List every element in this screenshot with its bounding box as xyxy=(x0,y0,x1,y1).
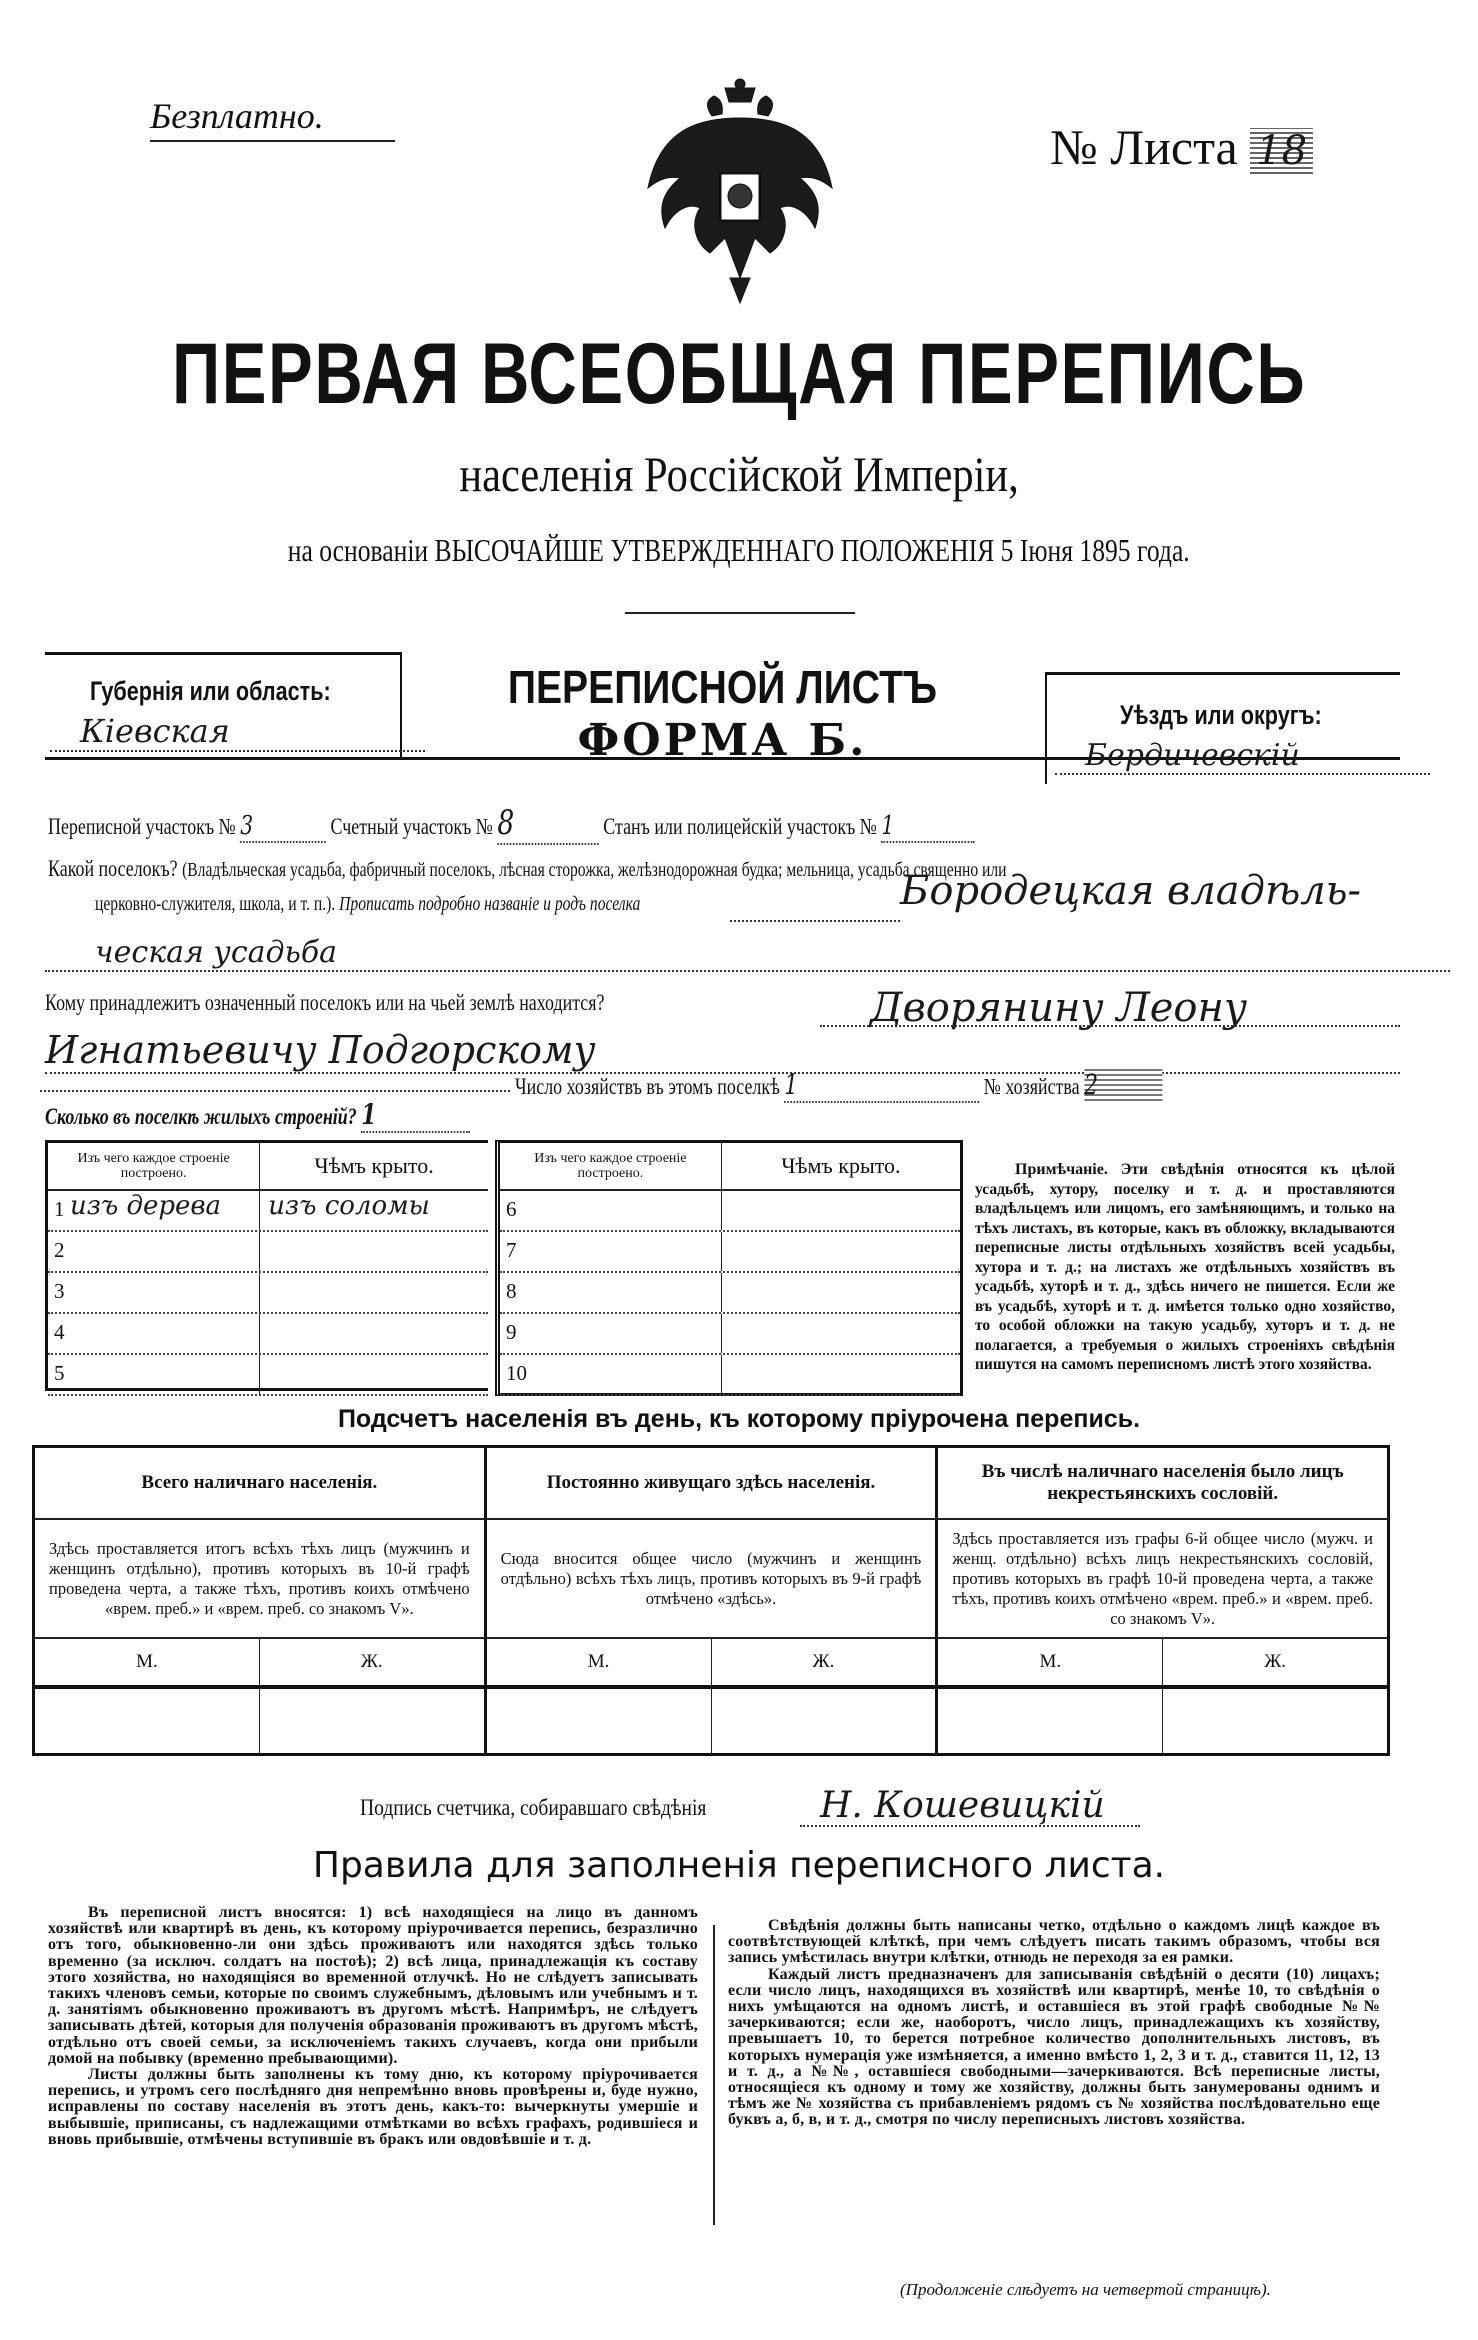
material-cell[interactable] xyxy=(500,1232,722,1271)
roof-cell[interactable] xyxy=(260,1273,488,1312)
material-value: изъ дерева xyxy=(70,1191,222,1221)
material-cell[interactable] xyxy=(48,1191,260,1230)
note-text: Эти свѣдѣнія относятся къ цѣлой усадьбѣ, хутору, поселку и т. д. и проставляются владѣльцемъ или лицомъ, его замѣняющимъ, и только на тѣхъ листахъ, въ которые, какъ въ обложку, вкладываются переписные листы отдѣльныхъ хозяйствъ всей усадьбы, хутора и т. д.; на листахъ же отдѣльныхъ хозяйствъ въ усадьбѣ, хуторѣ и т. д., здѣсь ничего не пишется. Если же въ усадьбѣ, хуторѣ и т. д. имѣется только одно хозяйство, то особой обложки на такую усадьбу, хуторъ и т. д. не полагается, а требуемыя о жилыхъ строеніяхъ свѣдѣнія пишутся на самомъ переписномъ листѣ этого хозяйства. xyxy=(975,1161,1396,1373)
page-title: ПЕРВАЯ ВСЕОБЩАЯ ПЕРЕПИСЬ xyxy=(171,326,1307,422)
rules-right-column xyxy=(728,1918,1380,2129)
table-row xyxy=(500,1314,960,1355)
province-label: Губернія или область: xyxy=(90,676,331,706)
rules-title: Правила для заполненія переписного листа. xyxy=(312,1845,1166,1886)
population-column-heading: Всего наличнаго населенія. xyxy=(35,1448,484,1520)
population-column xyxy=(487,1448,939,1753)
col-material-header: Изъ чего каждое строеніе построено. xyxy=(48,1143,260,1189)
buildings-field[interactable]: 1 xyxy=(361,1098,470,1133)
material-cell[interactable] xyxy=(500,1355,722,1394)
note-title: Примѣчаніе. xyxy=(1015,1161,1108,1178)
col-roof-header: Чѣмъ крыто. xyxy=(781,1153,901,1178)
owner-label: Кому принадлежитъ означенный поселокъ или на чьей землѣ находится? xyxy=(45,990,605,1015)
settlement-field-2[interactable]: ческая усадьба xyxy=(45,935,1450,972)
roof-cell[interactable] xyxy=(722,1355,960,1394)
count-area-label: Счетный участокъ № xyxy=(330,814,493,839)
row-number: 4 xyxy=(54,1320,65,1344)
sheet-number xyxy=(1050,118,1313,176)
settlement-line xyxy=(730,920,900,922)
roof-value: изъ соломы xyxy=(268,1191,430,1221)
divider xyxy=(45,652,400,655)
table-row xyxy=(48,1355,488,1396)
roof-cell[interactable] xyxy=(722,1191,960,1230)
rules-paragraph: Листы должны быть заполнены къ тому дню, къ которому пріурочивается перепись, и утромъ сего послѣдняго дня непремѣнно вновь провѣрены и, буде нужно, исправлены по составу населенія въ этотъ день, какъ-то: вычеркнуты умершіе и выбывшіе, приписаны, съ надлежащими отмѣтками во всѣхъ графахъ, родившіеся и вновь прибывшіе, отмѣчены вступившіе въ бракъ или овдовѣвшіе и т. д. xyxy=(48,2066,698,2148)
population-column-description: Здѣсь проставляется изъ графы 6-й общее число (мужч. и женщ. отдѣльно) всѣхъ лицъ некрестьянскихъ сословій, противъ которыхъ въ графѣ 10-й проведена черта, а также тѣхъ, противъ коихъ отмѣчено «врем. преб.» и «врем. преб. со знакомъ V». xyxy=(938,1520,1387,1639)
male-header: М. xyxy=(487,1639,712,1685)
buildings-table-right xyxy=(495,1140,963,1396)
female-count-field[interactable] xyxy=(260,1689,484,1753)
female-header: Ж. xyxy=(812,1651,835,1672)
count-area-field[interactable]: 8 xyxy=(497,803,598,845)
row-number: 6 xyxy=(506,1197,517,1221)
census-area-row xyxy=(48,803,1236,845)
material-cell[interactable] xyxy=(48,1232,260,1271)
rules-paragraph: Въ переписной листъ вносятся: 1) всѣ находящіеся на лицо въ данномъ хозяйствѣ или квартирѣ въ день, къ которому пріурочивается перепись, безразлично отъ того, обыкновенно-ли они здѣсь проживаютъ или находятся здѣсь только временно (за исключ. солдатъ на постоѣ); 2) всѣ лица, принадлежащія къ составу этого хозяйства, но находящіяся во временной отлучкѣ. Но не слѣдуетъ записывать такихъ членовъ семьи, которые по своимъ служебнымъ, дѣловымъ или учебнымъ и т. д. занятіямъ обыкновенно проживаютъ въ другомъ мѣстѣ. Напримѣръ, не слѣдуетъ записывать дѣтей, которыя для полученія образованія проживаютъ въ другомъ мѣстѣ, отдѣльно отъ своей семьи, за исключеніемъ такихъ случаевъ, когда они прибыли домой на побывку (временно пребывающими). xyxy=(48,1904,698,2067)
population-column-description: Здѣсь проставляется итогъ всѣхъ тѣхъ лицъ (мужчинъ и женщинъ отдѣльно), противъ которыхъ въ 10-й графѣ проведена черта, а также тѣхъ, противъ коихъ отмѣчено «врем. преб.» и «врем. преб. со знакомъ V». xyxy=(35,1520,484,1639)
material-cell[interactable] xyxy=(48,1273,260,1312)
page-subtitle: населенія Россійской Имперіи, xyxy=(459,446,1019,502)
population-column-heading: Въ числѣ наличнаго населенія было лицъ некрестьянскихъ сословій. xyxy=(938,1448,1387,1520)
settlement-label: Какой поселокъ? xyxy=(48,856,178,881)
roof-cell[interactable] xyxy=(260,1314,488,1353)
roof-cell[interactable] xyxy=(722,1273,960,1312)
sheet-number-value: 18 xyxy=(1250,128,1313,174)
signature-field[interactable]: Н. Кошевицкій xyxy=(820,1785,1105,1826)
continued-note: (Продолженіе слѣдуетъ на четвертой страницѣ). xyxy=(900,2280,1271,2299)
rules-left-column xyxy=(48,1905,698,2148)
population-table xyxy=(32,1445,1390,1756)
divider xyxy=(1045,672,1047,784)
legal-basis: на основаніи ВЫСОЧАЙШЕ УТВЕРЖДЕННАГО ПОЛОЖЕНІЯ 5 Іюня 1895 года. xyxy=(288,532,1190,568)
buildings-label: Сколько въ поселкѣ жилыхъ строеній? xyxy=(45,1104,357,1129)
imperial-eagle-emblem-icon xyxy=(640,78,840,308)
table-row xyxy=(500,1355,960,1396)
population-column xyxy=(938,1448,1387,1753)
population-column-description: Сюда вносится общее число (мужчинъ и женщинъ отдѣльно) всѣхъ тѣхъ лицъ, противъ которыхъ въ 9-й графѣ отмѣчено «здѣсь». xyxy=(487,1520,936,1639)
table-row xyxy=(48,1191,488,1232)
settlement-hint-row xyxy=(95,890,794,916)
table-row xyxy=(500,1191,960,1232)
census-area-label: Переписной участокъ № xyxy=(48,814,236,839)
table-row xyxy=(500,1273,960,1314)
sheet-title: ПЕРЕПИСНОЙ ЛИСТЪ xyxy=(507,661,938,713)
settlement-hint: (Владѣльческая усадьба, фабричный поселокъ, лѣсная сторожка, желѣзнодорожная будка; мельница, усадьба священно или xyxy=(182,859,1007,881)
district-field[interactable]: Бердичевскій xyxy=(1055,738,1430,775)
settlement-field-1[interactable]: Бородецкая владѣль- xyxy=(900,868,1362,914)
material-cell[interactable] xyxy=(500,1273,722,1312)
owner-field-2[interactable]: Игнатьевичу Подгорскому xyxy=(45,1028,1400,1074)
owner-field-1[interactable]: Дворянину Леону xyxy=(870,985,1248,1031)
material-cell[interactable] xyxy=(500,1191,722,1230)
owner-line xyxy=(820,1025,1400,1027)
roof-cell[interactable] xyxy=(260,1191,488,1230)
owner-row xyxy=(45,990,762,1016)
note xyxy=(975,1160,1395,1375)
rules-paragraph: Каждый листъ предназначенъ для записыванія свѣдѣній о десяти (10) лицахъ; если число лицъ, находящихся въ хозяйствѣ или квартирѣ, менѣе 10, то свѣдѣнія о нихъ умѣщаются на одномъ листѣ, и оставшіеся въ этой графѣ свободные №№ зачеркиваются; если же, наоборотъ, число лицъ, принадлежащихъ къ хозяйству, превышаетъ 10, то берется потребное количество дополнительныхъ листовъ, въ которыхъ нумерація уже измѣняется, а именно вмѣсто 1, 2, 3 и т. д., ставится 11, 12, 13 и т. д., а №№, оставшіеся свободными—зачеркиваются. Всѣ переписные листы, относящіеся къ одному и тому же хозяйству, должны быть занумерованы однимъ и тѣмъ же № хозяйства съ прибавленіемъ рядомъ съ № хозяйства послѣдовательно еще буквъ а, б, в, и т. д., смотря по числу переписныхъ листовъ хозяйства. xyxy=(728,1965,1380,2129)
row-number: 1 xyxy=(54,1197,65,1221)
form-title: ФОРМА Б. xyxy=(577,715,868,766)
divider xyxy=(1045,672,1400,675)
female-header: Ж. xyxy=(360,1651,383,1672)
row-number: 8 xyxy=(506,1279,517,1303)
table-row xyxy=(48,1232,488,1273)
row-number: 2 xyxy=(54,1238,65,1262)
roof-cell[interactable] xyxy=(722,1314,960,1353)
row-number: 5 xyxy=(54,1361,65,1385)
households-label: Число хозяйствъ въ этомъ поселкѣ xyxy=(515,1074,780,1099)
row-number: 7 xyxy=(506,1238,517,1262)
col-material-header: Изъ чего каждое строеніе построено. xyxy=(500,1143,722,1189)
population-title: Подсчетъ населенія въ день, къ которому пріурочена перепись. xyxy=(337,1405,1141,1433)
col-roof-header: Чѣмъ крыто. xyxy=(314,1153,434,1178)
female-count-field[interactable] xyxy=(712,1689,936,1753)
male-count-field[interactable] xyxy=(487,1689,712,1753)
free-label: Безплатно. xyxy=(150,96,324,136)
buildings-table-left xyxy=(45,1140,488,1391)
settlement-hint-italic: Прописать подробно названіе и родъ поселка xyxy=(339,893,641,915)
roof-cell[interactable] xyxy=(260,1232,488,1271)
district-label: Уѣздъ или округъ: xyxy=(1120,700,1322,730)
province-field[interactable]: Кіевская xyxy=(50,712,425,752)
buildings-row xyxy=(45,1098,590,1133)
owner-line xyxy=(40,1090,510,1092)
sheet-number-label: № Листа xyxy=(1050,119,1238,175)
male-header: М. xyxy=(938,1639,1163,1685)
police-area-field[interactable]: 1 xyxy=(881,811,975,843)
census-area-field[interactable]: 3 xyxy=(240,811,326,843)
table-row xyxy=(500,1232,960,1273)
settlement-hint-2: церковно-служителя, школа, и т. п.). xyxy=(95,893,336,915)
police-area-label: Станъ или полицейскій участокъ № xyxy=(603,814,877,839)
household-no-field[interactable]: 2 xyxy=(1084,1068,1162,1101)
material-cell[interactable] xyxy=(48,1314,260,1353)
row-number: 9 xyxy=(506,1320,517,1344)
male-count-field[interactable] xyxy=(938,1689,1163,1753)
rules-paragraph: Свѣдѣнія должны быть написаны четко, отдѣльно о каждомъ лицѣ каждое въ соотвѣтствующей клѣткѣ, при чемъ слѣдуетъ писать такимъ образомъ, чтобы вся запись умѣстилась внутри клѣтки, отнюдь не переходя за ея рамки. xyxy=(728,1917,1380,1967)
row-number: 10 xyxy=(506,1361,527,1385)
free-underline xyxy=(150,140,395,142)
table-row xyxy=(48,1314,488,1355)
male-header: М. xyxy=(35,1639,260,1685)
household-no-label: № хозяйства xyxy=(983,1074,1080,1099)
material-cell[interactable] xyxy=(48,1355,260,1394)
households-row xyxy=(515,1068,1345,1103)
divider xyxy=(625,612,855,614)
households-field[interactable]: 1 xyxy=(784,1068,979,1103)
signature-label: Подпись счетчика, собиравшаго свѣдѣнія xyxy=(360,1795,707,1820)
table-row xyxy=(48,1273,488,1314)
roof-cell[interactable] xyxy=(260,1355,488,1394)
population-column-heading: Постоянно живущаго здѣсь населенія. xyxy=(487,1448,936,1520)
material-cell[interactable] xyxy=(500,1314,722,1353)
population-column xyxy=(35,1448,487,1753)
male-count-field[interactable] xyxy=(35,1689,260,1753)
roof-cell[interactable] xyxy=(722,1232,960,1271)
row-number: 3 xyxy=(54,1279,65,1303)
column-divider xyxy=(713,1925,715,2225)
female-count-field[interactable] xyxy=(1163,1689,1387,1753)
female-header: Ж. xyxy=(1264,1651,1286,1672)
